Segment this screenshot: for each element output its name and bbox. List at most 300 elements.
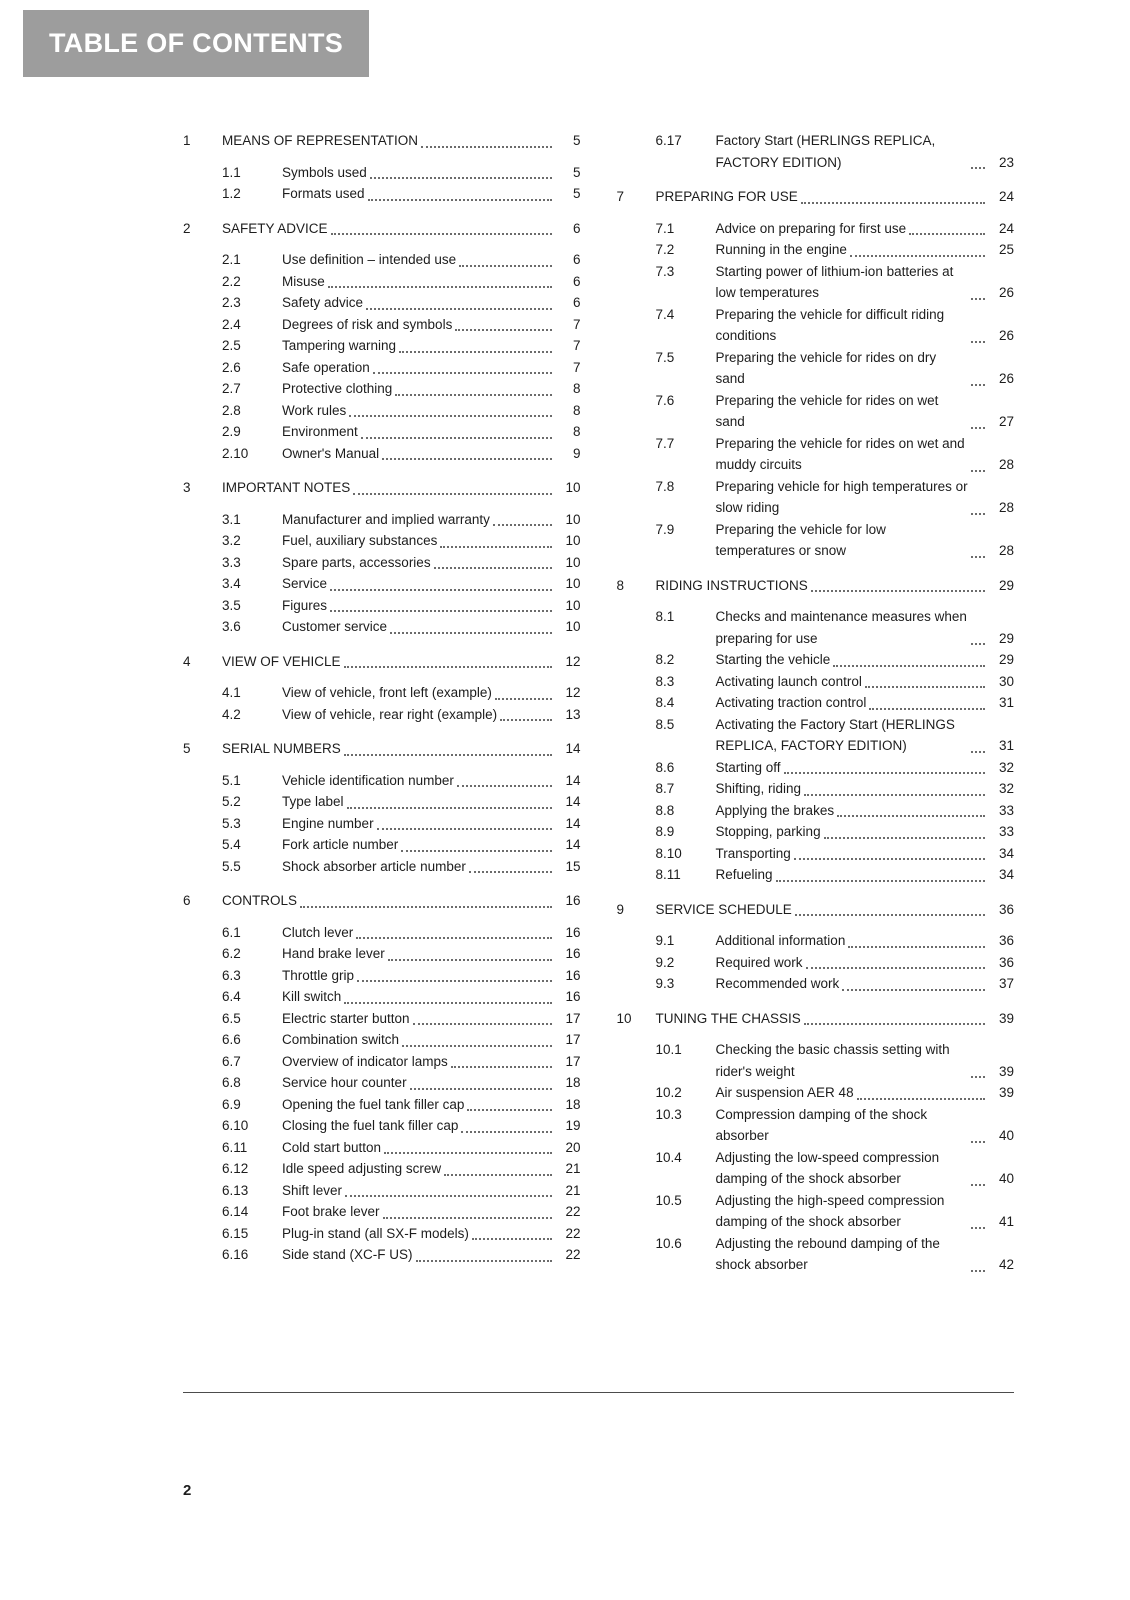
- toc-entry-number: 6.17: [655, 133, 682, 148]
- dot-leader: [368, 199, 552, 201]
- toc-entry-number: 1.1: [222, 164, 241, 180]
- toc-entry-number: 5: [183, 741, 191, 756]
- toc-entry-page: 14: [565, 741, 581, 756]
- toc-entry-page: 14: [565, 794, 581, 809]
- toc-entry-page: 27: [998, 414, 1014, 429]
- dot-leader: [331, 233, 552, 235]
- dot-leader: [383, 1217, 552, 1219]
- toc-entry-page: 34: [998, 845, 1014, 861]
- dot-leader: [500, 719, 551, 721]
- toc-entry-number: 5.1: [222, 772, 241, 788]
- toc-entry-title: Combination switch: [282, 1032, 400, 1047]
- toc-entry-page: 22: [565, 1225, 581, 1241]
- dot-leader: [857, 1098, 985, 1100]
- toc-entry-title: Idle speed adjusting screw: [282, 1161, 442, 1176]
- toc-entry: [183, 616, 581, 638]
- toc-entry-number: 9.2: [655, 954, 675, 970]
- toc-entry-number: 8.6: [655, 759, 675, 775]
- toc-entry-title: Activating traction control: [715, 695, 867, 710]
- toc-entry: [183, 443, 581, 465]
- toc-entry-title: Checks and maintenance measures when preparing for use: [715, 609, 967, 646]
- dot-leader: [837, 815, 985, 817]
- toc-entry-title: Activating launch control: [715, 673, 862, 689]
- toc-entry-number: 10: [616, 1010, 632, 1026]
- toc-entry-title: Fuel, auxiliary substances: [282, 533, 438, 548]
- toc-entry-number: 8.4: [655, 695, 675, 710]
- toc-entry-number: 2.9: [222, 424, 241, 439]
- toc-entry: [183, 856, 581, 878]
- toc-entry-number: 6.12: [222, 1161, 249, 1176]
- toc-entry-title: Checking the basic chassis setting with rider's weight: [715, 1042, 950, 1079]
- dot-leader: [971, 1270, 985, 1272]
- toc-entry-page: 40: [998, 1171, 1014, 1186]
- toc-entry-page: 32: [998, 759, 1014, 775]
- dot-leader: [971, 556, 985, 558]
- toc-entry: [183, 271, 581, 293]
- toc-entry-title: Type label: [282, 794, 344, 809]
- toc-entry-title: Plug-in stand (all SX-F models): [282, 1225, 469, 1241]
- toc-entry-number: 8.10: [655, 845, 682, 861]
- dot-leader: [349, 415, 551, 417]
- toc-entry-page: 13: [565, 706, 581, 722]
- dot-leader: [370, 177, 552, 179]
- dot-leader: [850, 255, 985, 257]
- toc-entry-title: Closing the fuel tank filler cap: [282, 1118, 459, 1133]
- toc-entry-title: Air suspension AER 48: [715, 1085, 854, 1100]
- toc-entry-number: 3.6: [222, 619, 241, 634]
- toc-entry-title: Compression damping of the shock absorber: [715, 1106, 928, 1143]
- toc-entry-title: Spare parts, accessories: [282, 554, 431, 570]
- toc-entry-page: 7: [572, 338, 581, 353]
- toc-entry-number: 2.1: [222, 252, 241, 267]
- toc-entry-page: 23: [998, 154, 1014, 170]
- toc-entry: [183, 378, 581, 400]
- toc-entry-page: 22: [565, 1247, 581, 1262]
- toc-entry-page: 15: [565, 858, 581, 874]
- page-number: 2: [183, 1482, 192, 1499]
- toc-entry-page: 5: [572, 164, 581, 180]
- toc-entry: [617, 1082, 1015, 1104]
- toc-entry-number: 6.16: [222, 1247, 249, 1262]
- dot-leader: [353, 493, 551, 495]
- toc-entry-number: 6.9: [222, 1096, 241, 1112]
- toc-entry-page: 6: [572, 252, 581, 267]
- toc-entry: [183, 1029, 581, 1051]
- dot-leader: [434, 567, 552, 569]
- toc-entry-title: Safety advice: [282, 295, 364, 310]
- toc-entry: [183, 943, 581, 965]
- toc-entry: [183, 986, 581, 1008]
- toc-entry: [183, 530, 581, 552]
- toc-entry-title: Manufacturer and implied warranty: [282, 511, 490, 527]
- toc-entry-title: Protective clothing: [282, 381, 393, 396]
- dot-leader: [455, 329, 551, 331]
- toc-entry-number: 6.11: [222, 1139, 248, 1155]
- toc-entry-number: 9.1: [655, 933, 675, 948]
- toc-entry-page: 39: [998, 1085, 1014, 1100]
- dot-leader: [395, 394, 551, 396]
- toc-entry: [183, 573, 581, 595]
- toc-entry-number: 7: [616, 189, 625, 204]
- dot-leader: [493, 524, 552, 526]
- toc-entry-number: 8.5: [655, 716, 675, 732]
- toc-entry-title: RIDING INSTRUCTIONS: [655, 577, 808, 593]
- dot-leader: [824, 837, 985, 839]
- toc-entry-page: 10: [565, 619, 581, 634]
- toc-entry-number: 5.4: [222, 837, 241, 852]
- dot-leader: [909, 233, 985, 235]
- toc-entry-number: 4: [183, 653, 191, 669]
- toc-entry: [617, 390, 1015, 433]
- toc-entry-page: 14: [565, 772, 581, 788]
- toc-entry-page: 29: [998, 630, 1014, 646]
- toc-entry: [183, 890, 581, 912]
- toc-entry-page: 33: [998, 802, 1014, 818]
- toc-entry-title: Adjusting the low-speed compression damping of the shock absorber: [715, 1149, 940, 1186]
- dot-leader: [776, 880, 985, 882]
- toc-entry-page: 17: [565, 1032, 581, 1047]
- toc-entry-number: 5.2: [222, 794, 241, 809]
- toc-entry: [183, 834, 581, 856]
- toc-entry-title: Transporting: [715, 845, 791, 861]
- toc-entry: [183, 552, 581, 574]
- toc-entry-page: 39: [998, 1010, 1014, 1026]
- toc-entry-title: Advice on preparing for first use: [715, 220, 907, 236]
- toc-entry-title: Shock absorber article number: [282, 858, 466, 874]
- toc-entry-number: 6.3: [222, 967, 241, 983]
- toc-entry: [617, 476, 1015, 519]
- toc-entry-page: 12: [565, 685, 581, 700]
- toc-entry-number: 8.2: [655, 652, 675, 667]
- toc-entry: [617, 714, 1015, 757]
- toc-entry-page: 41: [998, 1214, 1014, 1229]
- toc-entry: [183, 335, 581, 357]
- toc-entry-title: Adjusting the high-speed compression damping of the shock absorber: [715, 1192, 945, 1229]
- toc-entry-number: 8.9: [655, 824, 675, 839]
- toc-entry: [183, 965, 581, 987]
- toc-entry-title: Service hour counter: [282, 1075, 407, 1090]
- dot-leader: [344, 1002, 551, 1004]
- toc-entry: [183, 183, 581, 205]
- toc-entry-page: 25: [998, 242, 1014, 257]
- dot-leader: [869, 708, 985, 710]
- dot-leader: [971, 167, 985, 169]
- toc-entry-page: 10: [565, 554, 581, 570]
- toc-entry-title: Vehicle identification number: [282, 772, 454, 788]
- footer-divider: [183, 1392, 1014, 1393]
- toc-entry-page: 26: [998, 285, 1014, 300]
- toc-entry-number: 6: [183, 893, 191, 908]
- toc-entry-number: 2.4: [222, 316, 241, 332]
- toc-entry: [183, 1137, 581, 1159]
- toc-entry-number: 3.4: [222, 576, 241, 591]
- page-header-banner: [23, 10, 369, 77]
- page-title: TABLE OF CONTENTS: [49, 28, 344, 58]
- toc-entry-page: 5: [572, 186, 581, 201]
- toc-entry: [183, 1072, 581, 1094]
- toc-entry-page: 6: [572, 220, 581, 236]
- toc-entry: [183, 1201, 581, 1223]
- toc-entry-title: Preparing the vehicle for rides on dry sand: [715, 349, 937, 386]
- toc-entry-page: 17: [565, 1053, 581, 1069]
- toc-entry-title: Symbols used: [282, 164, 367, 180]
- dot-leader: [495, 698, 552, 700]
- toc-entry: [183, 357, 581, 379]
- toc-entry: [617, 130, 1015, 173]
- toc-entry: [617, 186, 1015, 208]
- dot-leader: [971, 643, 985, 645]
- toc-entry-number: 9.3: [655, 976, 675, 991]
- toc-entry-number: 7.2: [655, 242, 675, 257]
- toc-entry-number: 6.10: [222, 1118, 249, 1133]
- toc-entry-page: 9: [572, 445, 581, 461]
- toc-entry-number: 2.8: [222, 402, 241, 418]
- toc-entry-page: 24: [998, 220, 1014, 236]
- toc-entry-page: 10: [565, 597, 581, 613]
- toc-entry-number: 4.1: [222, 685, 241, 700]
- dot-leader: [971, 470, 985, 472]
- toc-entry-title: Hand brake lever: [282, 946, 385, 961]
- dot-leader: [811, 590, 985, 592]
- toc-entry-title: Throttle grip: [282, 967, 355, 983]
- toc-entry: [183, 1158, 581, 1180]
- toc-entry-page: 28: [998, 500, 1014, 515]
- toc-entry: [183, 1115, 581, 1137]
- toc-entry: [617, 1039, 1015, 1082]
- toc-entry: [183, 477, 581, 499]
- toc-entry-title: SAFETY ADVICE: [222, 220, 328, 236]
- toc-entry-number: 8.1: [655, 609, 675, 624]
- toc-entry-title: TUNING THE CHASSIS: [655, 1010, 801, 1026]
- toc-entry-page: 18: [565, 1075, 581, 1090]
- toc-entry-number: 2.5: [222, 338, 241, 353]
- toc-entry: [617, 973, 1015, 995]
- toc-entry-number: 3.3: [222, 554, 241, 570]
- toc-entry-page: 14: [565, 837, 581, 852]
- toc-entry-number: 3.5: [222, 597, 241, 613]
- toc-entry-page: 18: [565, 1096, 581, 1112]
- toc-entry-page: 29: [998, 652, 1014, 667]
- toc-entry-title: Running in the engine: [715, 242, 847, 257]
- toc-entry-page: 30: [998, 673, 1014, 689]
- toc-entry-number: 8: [616, 577, 625, 593]
- toc-entry: [617, 671, 1015, 693]
- toc-entry-number: 10.1: [655, 1042, 682, 1057]
- toc-entry-number: 8.7: [655, 781, 675, 796]
- dot-leader: [842, 989, 985, 991]
- dot-leader: [390, 632, 551, 634]
- toc-entry: [617, 347, 1015, 390]
- dot-leader: [804, 1023, 985, 1025]
- dot-leader: [794, 858, 985, 860]
- toc-entry-page: 36: [998, 954, 1014, 970]
- toc-entry-title: Environment: [282, 424, 358, 439]
- toc-entry-number: 6.13: [222, 1182, 249, 1198]
- dot-leader: [344, 754, 552, 756]
- toc-entry-number: 1.2: [222, 186, 241, 201]
- toc-entry-number: 7.1: [655, 220, 675, 236]
- toc-entry-number: 7.3: [655, 263, 675, 279]
- toc-entry-title: Applying the brakes: [715, 802, 835, 818]
- toc-entry-number: 7.4: [655, 306, 675, 322]
- toc-entry-number: 6.2: [222, 946, 241, 961]
- toc-entry-title: Electric starter button: [282, 1010, 410, 1026]
- dot-leader: [388, 959, 552, 961]
- toc-entry-title: Preparing vehicle for high temperatures or slow riding: [715, 478, 968, 515]
- toc-entry: [617, 606, 1015, 649]
- toc-entry-number: 6.8: [222, 1075, 241, 1090]
- toc-entry-title: Required work: [715, 954, 803, 970]
- toc-entry-page: 12: [565, 653, 581, 669]
- dot-leader: [971, 427, 985, 429]
- toc-entry-page: 7: [572, 316, 581, 332]
- toc-entry-title: Refueling: [715, 867, 773, 882]
- toc-entry-number: 10.2: [655, 1085, 682, 1100]
- toc-entry-title: Additional information: [715, 933, 846, 948]
- toc-entry-title: CONTROLS: [222, 893, 298, 908]
- toc-entry-title: Figures: [282, 597, 328, 613]
- toc-entry-number: 10.6: [655, 1235, 682, 1251]
- toc-entry-title: Cold start button: [282, 1139, 382, 1155]
- dot-leader: [971, 341, 985, 343]
- toc-entry-number: 6.7: [222, 1053, 241, 1069]
- toc-entry: [183, 292, 581, 314]
- toc-entry-title: Misuse: [282, 273, 325, 289]
- toc-entry-title: Owner's Manual: [282, 445, 380, 461]
- toc-entry-page: 19: [565, 1118, 581, 1133]
- dot-leader: [373, 372, 552, 374]
- toc-entry: [617, 821, 1015, 843]
- dot-leader: [801, 202, 985, 204]
- toc-entry-page: 20: [565, 1139, 581, 1155]
- toc-entry-number: 6.15: [222, 1225, 249, 1241]
- toc-entry-number: 7.9: [655, 521, 675, 537]
- toc-entry-number: 6.1: [222, 924, 241, 940]
- toc-entry-number: 10.3: [655, 1106, 682, 1122]
- dot-leader: [440, 546, 551, 548]
- toc-entry-page: 21: [565, 1161, 581, 1176]
- dot-leader: [399, 351, 551, 353]
- toc-entry-title: Preparing the vehicle for rides on wet sand: [715, 392, 939, 429]
- toc-entry-title: Safe operation: [282, 359, 370, 375]
- toc-entry: [183, 162, 581, 184]
- toc-entry: [183, 595, 581, 617]
- toc-column-left: [183, 130, 581, 1276]
- dot-leader: [865, 686, 985, 688]
- dot-leader: [300, 906, 551, 908]
- toc-entry: [617, 757, 1015, 779]
- toc-entry-page: 16: [565, 989, 581, 1004]
- toc-entry-page: 21: [565, 1182, 581, 1198]
- toc-entry-page: 16: [565, 946, 581, 961]
- toc-entry-page: 8: [572, 402, 581, 418]
- toc-entry-number: 6.5: [222, 1010, 241, 1026]
- dot-leader: [366, 308, 551, 310]
- toc-entry: [617, 899, 1015, 921]
- toc-entry-page: 16: [565, 924, 581, 940]
- toc-entry-title: SERVICE SCHEDULE: [655, 901, 792, 917]
- toc-entry-title: Shift lever: [282, 1182, 343, 1198]
- dot-leader: [328, 286, 552, 288]
- toc-entry-title: Shifting, riding: [715, 781, 802, 796]
- toc-entry: [617, 930, 1015, 952]
- toc-entry: [183, 249, 581, 271]
- dot-leader: [345, 1195, 551, 1197]
- toc-entry-title: Use definition – intended use: [282, 252, 457, 267]
- toc-entry: [183, 922, 581, 944]
- toc-entry-title: Preparing the vehicle for low temperatures or snow: [715, 521, 886, 558]
- toc-entry-number: 5.5: [222, 858, 241, 874]
- toc-entry: [617, 433, 1015, 476]
- toc-entry-title: Kill switch: [282, 989, 342, 1004]
- toc-entry-number: 10.4: [655, 1149, 682, 1165]
- dot-leader: [971, 1076, 985, 1078]
- toc-entry: [183, 738, 581, 760]
- toc-entry-title: Stopping, parking: [715, 824, 821, 839]
- toc-entry-page: 26: [998, 328, 1014, 343]
- toc-entry-number: 7.5: [655, 349, 675, 365]
- toc-entry-page: 36: [998, 901, 1014, 917]
- dot-leader: [461, 1131, 551, 1133]
- toc-entry-page: 10: [565, 576, 581, 591]
- toc-entry-number: 2.3: [222, 295, 241, 310]
- toc-entry-page: 10: [565, 511, 581, 527]
- dot-leader: [806, 967, 985, 969]
- dot-leader: [377, 828, 552, 830]
- dot-leader: [971, 384, 985, 386]
- toc-entry: [617, 1147, 1015, 1190]
- toc-entry-title: Foot brake lever: [282, 1204, 380, 1219]
- toc-entry-number: 10.5: [655, 1192, 682, 1208]
- toc-entry: [617, 864, 1015, 886]
- toc-entry: [617, 261, 1015, 304]
- dot-leader: [356, 937, 551, 939]
- toc-entry: [183, 682, 581, 704]
- toc-column-right: [617, 130, 1015, 1276]
- toc-entry: [183, 1223, 581, 1245]
- toc-entry-title: Activating the Factory Start (HERLINGS REPLICA, FACTORY EDITION): [715, 716, 955, 753]
- toc-entry: [183, 314, 581, 336]
- toc-entry: [183, 509, 581, 531]
- toc-entry-number: 3.1: [222, 511, 241, 527]
- dot-leader: [451, 1066, 552, 1068]
- dot-leader: [413, 1023, 552, 1025]
- toc-entry-number: 9: [616, 901, 625, 917]
- toc-entry: [183, 791, 581, 813]
- toc-entry-page: 37: [998, 976, 1014, 991]
- toc-entry-number: 1: [183, 133, 191, 148]
- dot-leader: [457, 785, 552, 787]
- toc-entry-title: Starting the vehicle: [715, 652, 831, 667]
- dot-leader: [330, 589, 551, 591]
- toc-entry-title: MEANS OF REPRESENTATION: [222, 133, 419, 148]
- toc-entry: [617, 575, 1015, 597]
- dot-leader: [416, 1260, 552, 1262]
- toc-entry-number: 7.7: [655, 435, 675, 451]
- toc-entry-page: 29: [998, 577, 1014, 593]
- dot-leader: [467, 1109, 551, 1111]
- dot-leader: [401, 850, 551, 852]
- toc-entry-number: 2.7: [222, 381, 241, 396]
- toc-entry: [617, 1190, 1015, 1233]
- toc-entry-number: 7.8: [655, 478, 675, 494]
- dot-leader: [469, 871, 552, 873]
- toc-entry-page: 6: [572, 295, 581, 310]
- toc-entry-number: 7.6: [655, 392, 675, 408]
- dot-leader: [971, 1184, 985, 1186]
- dot-leader: [459, 265, 551, 267]
- toc-entry: [617, 304, 1015, 347]
